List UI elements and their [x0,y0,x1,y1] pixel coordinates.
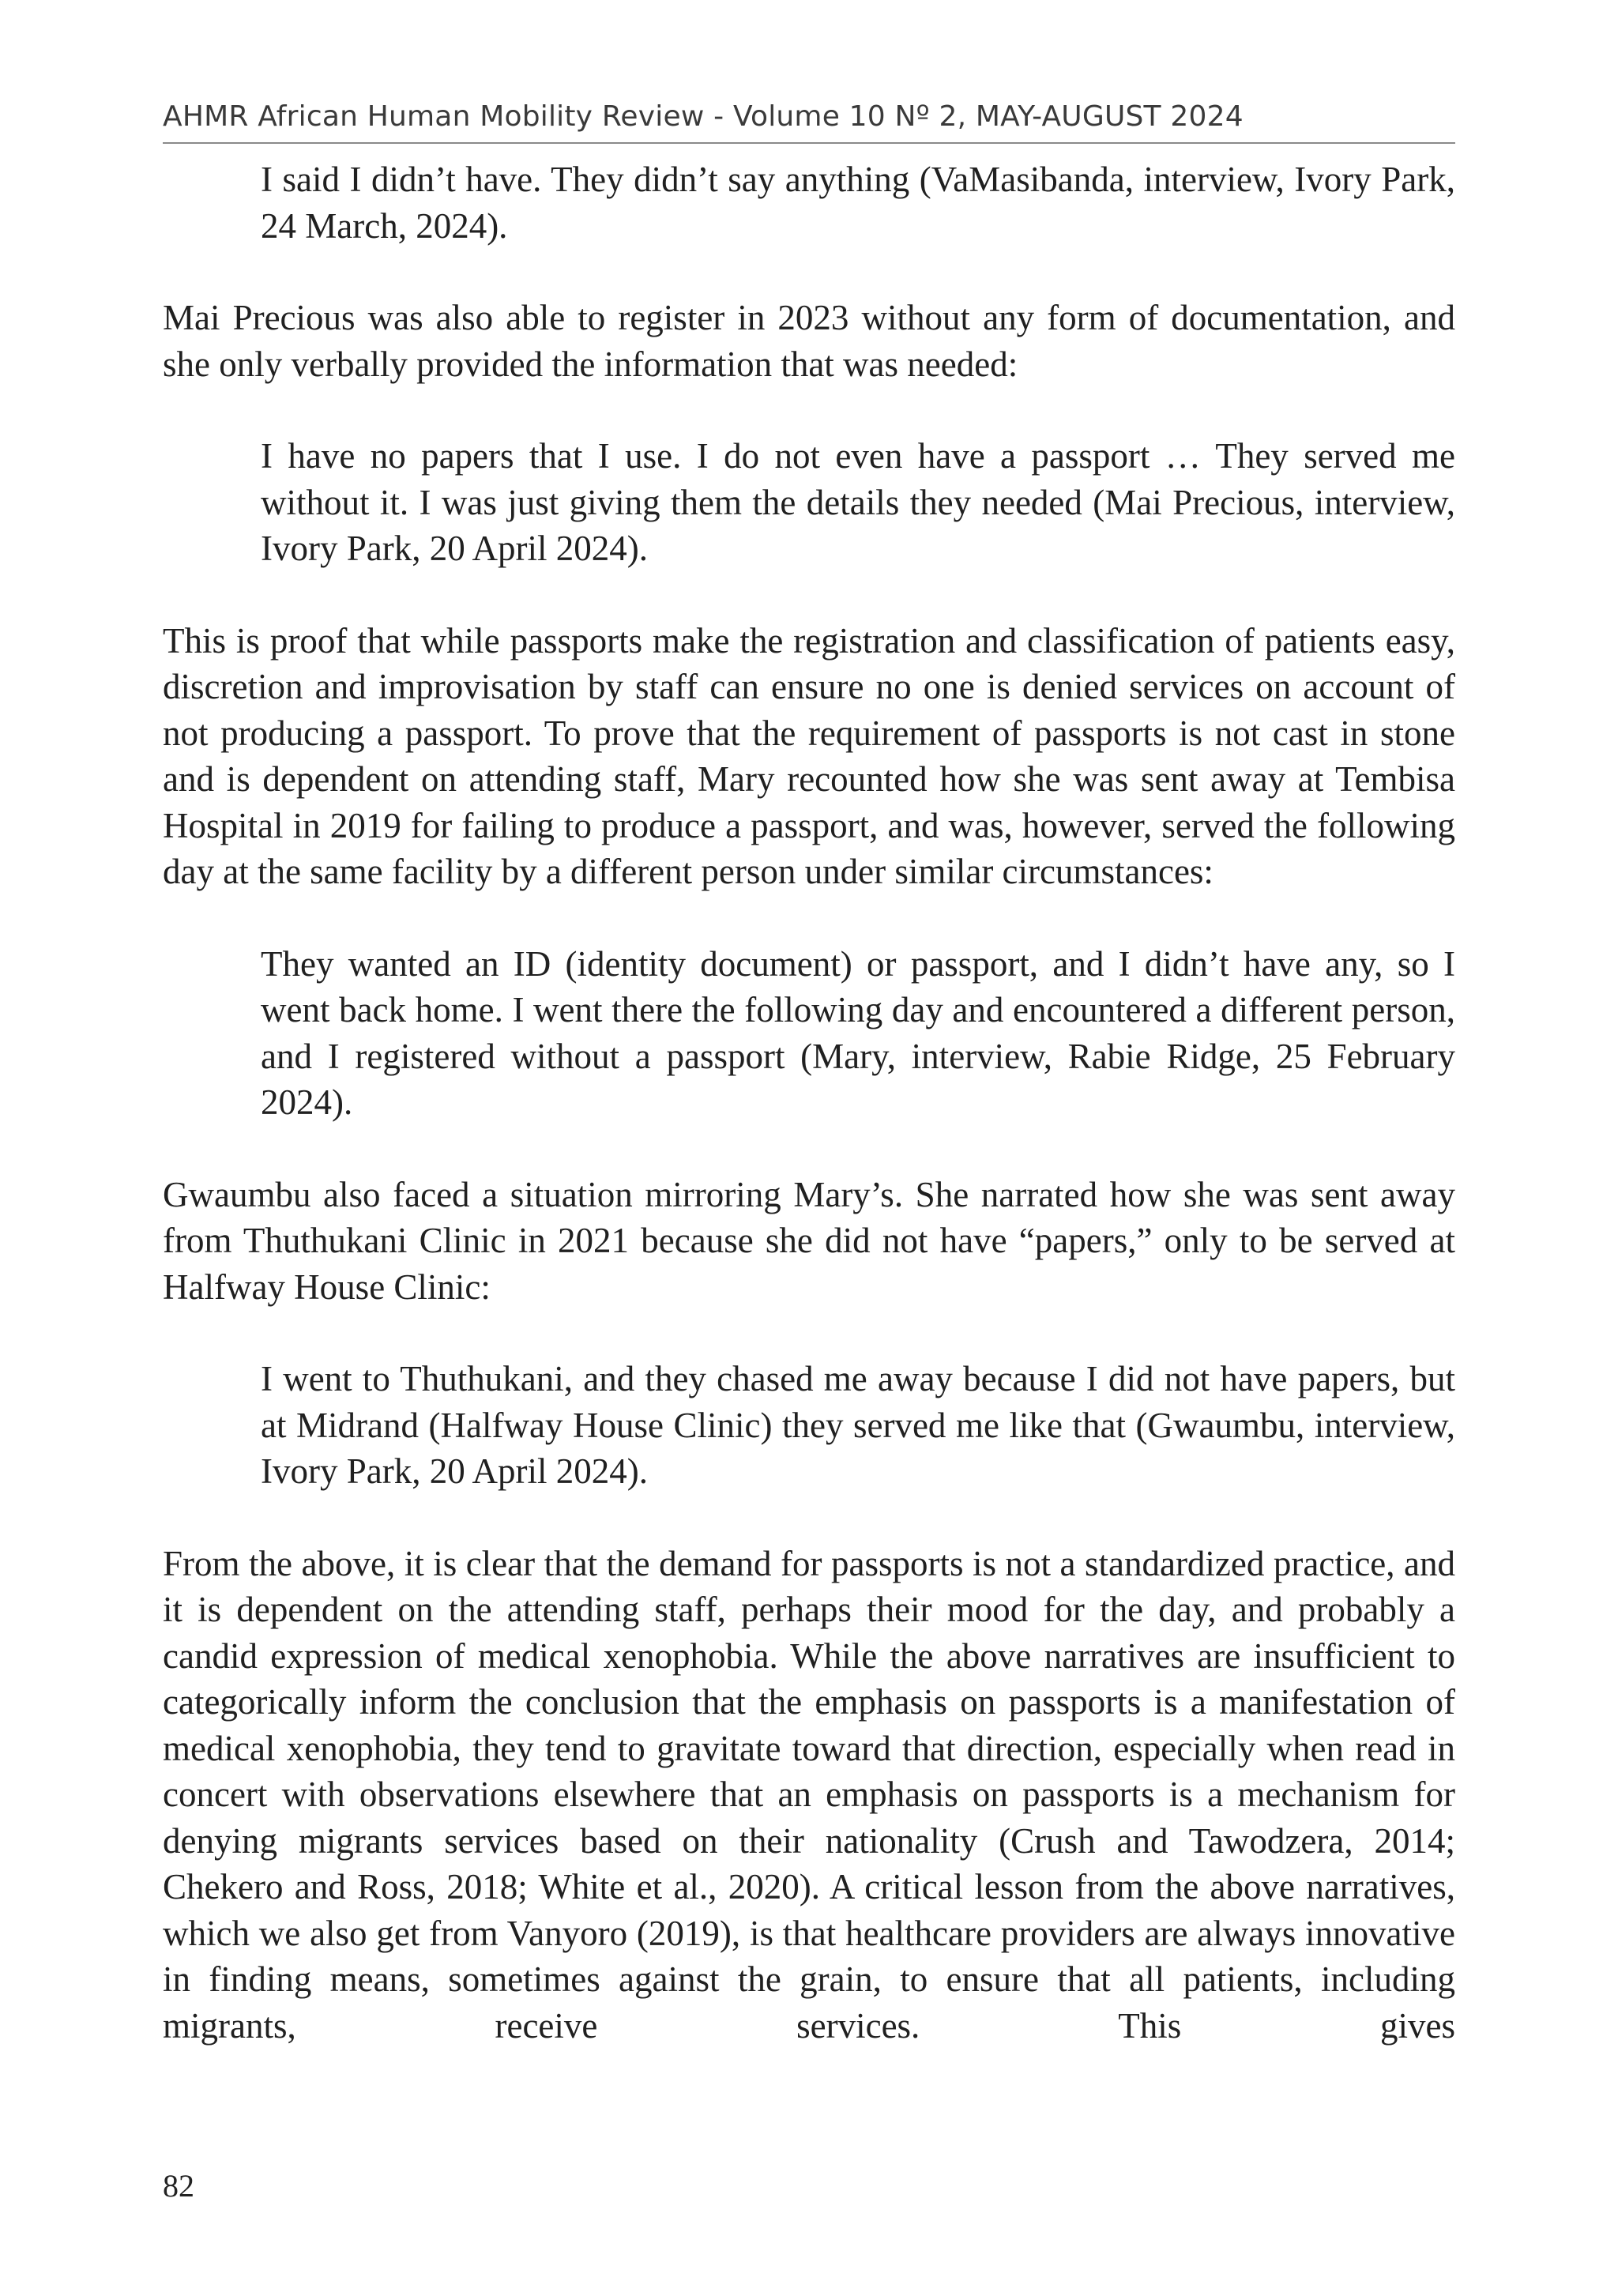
block-quote: I said I didn’t have. They didn’t say anything (VaMasibanda, interview, Ivory Park, 24 March, 2024). [261,160,1455,246]
paragraph: This is proof that while passports make the registration and classification of patients easy, discretion and improvisation by staff can ensure no one is denied services on account of not producing a passport. To prove that the requirement of passports is not cast in stone and is dependent on attending staff, Mary recounted how she was sent away at Tembisa Hospital in 2019 for failing to produce a passport, and was, however, served the following day at the same facility by a different person under similar circumstances: [163,620,1455,891]
paragraph: From the above, it is clear that the demand for passports is not a standardized practice, and it is dependent on the attending staff, perhaps their mood for the day, and probably a candid expression of medical xenophobia. While the above narratives are insufficient to categorically inform the conclusion that the emphasis on passports is a manifestation of medical xenophobia, they tend to gravitate toward that direction, especially when read in concert with observations elsewhere that an emphasis on passports is a mechanism for denying migrants services based on their nationality (Crush and Tawodzera, 2014; Chekero and Ross, 2018; White et al., 2020). A critical lesson from the above narratives, which we also get from Vanyoro (2019), is that healthcare providers are always innovative in finding means, sometimes against the grain, to ensure that all patients, including migrants, receive services. This gives [163,1543,1455,2046]
paragraph: Mai Precious was also able to register in 2023 without any form of documentation, and she only verbally provided the information that was needed: [163,298,1455,384]
page-number: 82 [163,2168,194,2204]
header-rule [163,142,1455,144]
block-quote: I went to Thuthukani, and they chased me away because I did not have papers, but at Midrand (Halfway House Clinic) they served me like that (Gwaumbu, interview, Ivory Park, 20 April 2024). [261,1359,1455,1491]
running-header: AHMR African Human Mobility Review - Volume 10 Nº 2, MAY-AUGUST 2024 [163,100,1244,133]
block-quote: I have no papers that I use. I do not even have a passport … They served me without it. I was just giving them the details they needed (Mai Precious, interview, Ivory Park, 20 April 2024). [261,436,1455,568]
paragraph: Gwaumbu also faced a situation mirroring Mary’s. She narrated how she was sent away from Thuthukani Clinic in 2021 because she did not have “papers,” only to be served at Halfway House Clinic: [163,1174,1455,1307]
block-quote: They wanted an ID (identity document) or passport, and I didn’t have any, so I went back home. I went there the following day and encountered a different person, and I registered without a passport (Mary, interview, Rabie Ridge, 25 February 2024). [261,943,1455,1122]
body-text [163,156,1455,2049]
